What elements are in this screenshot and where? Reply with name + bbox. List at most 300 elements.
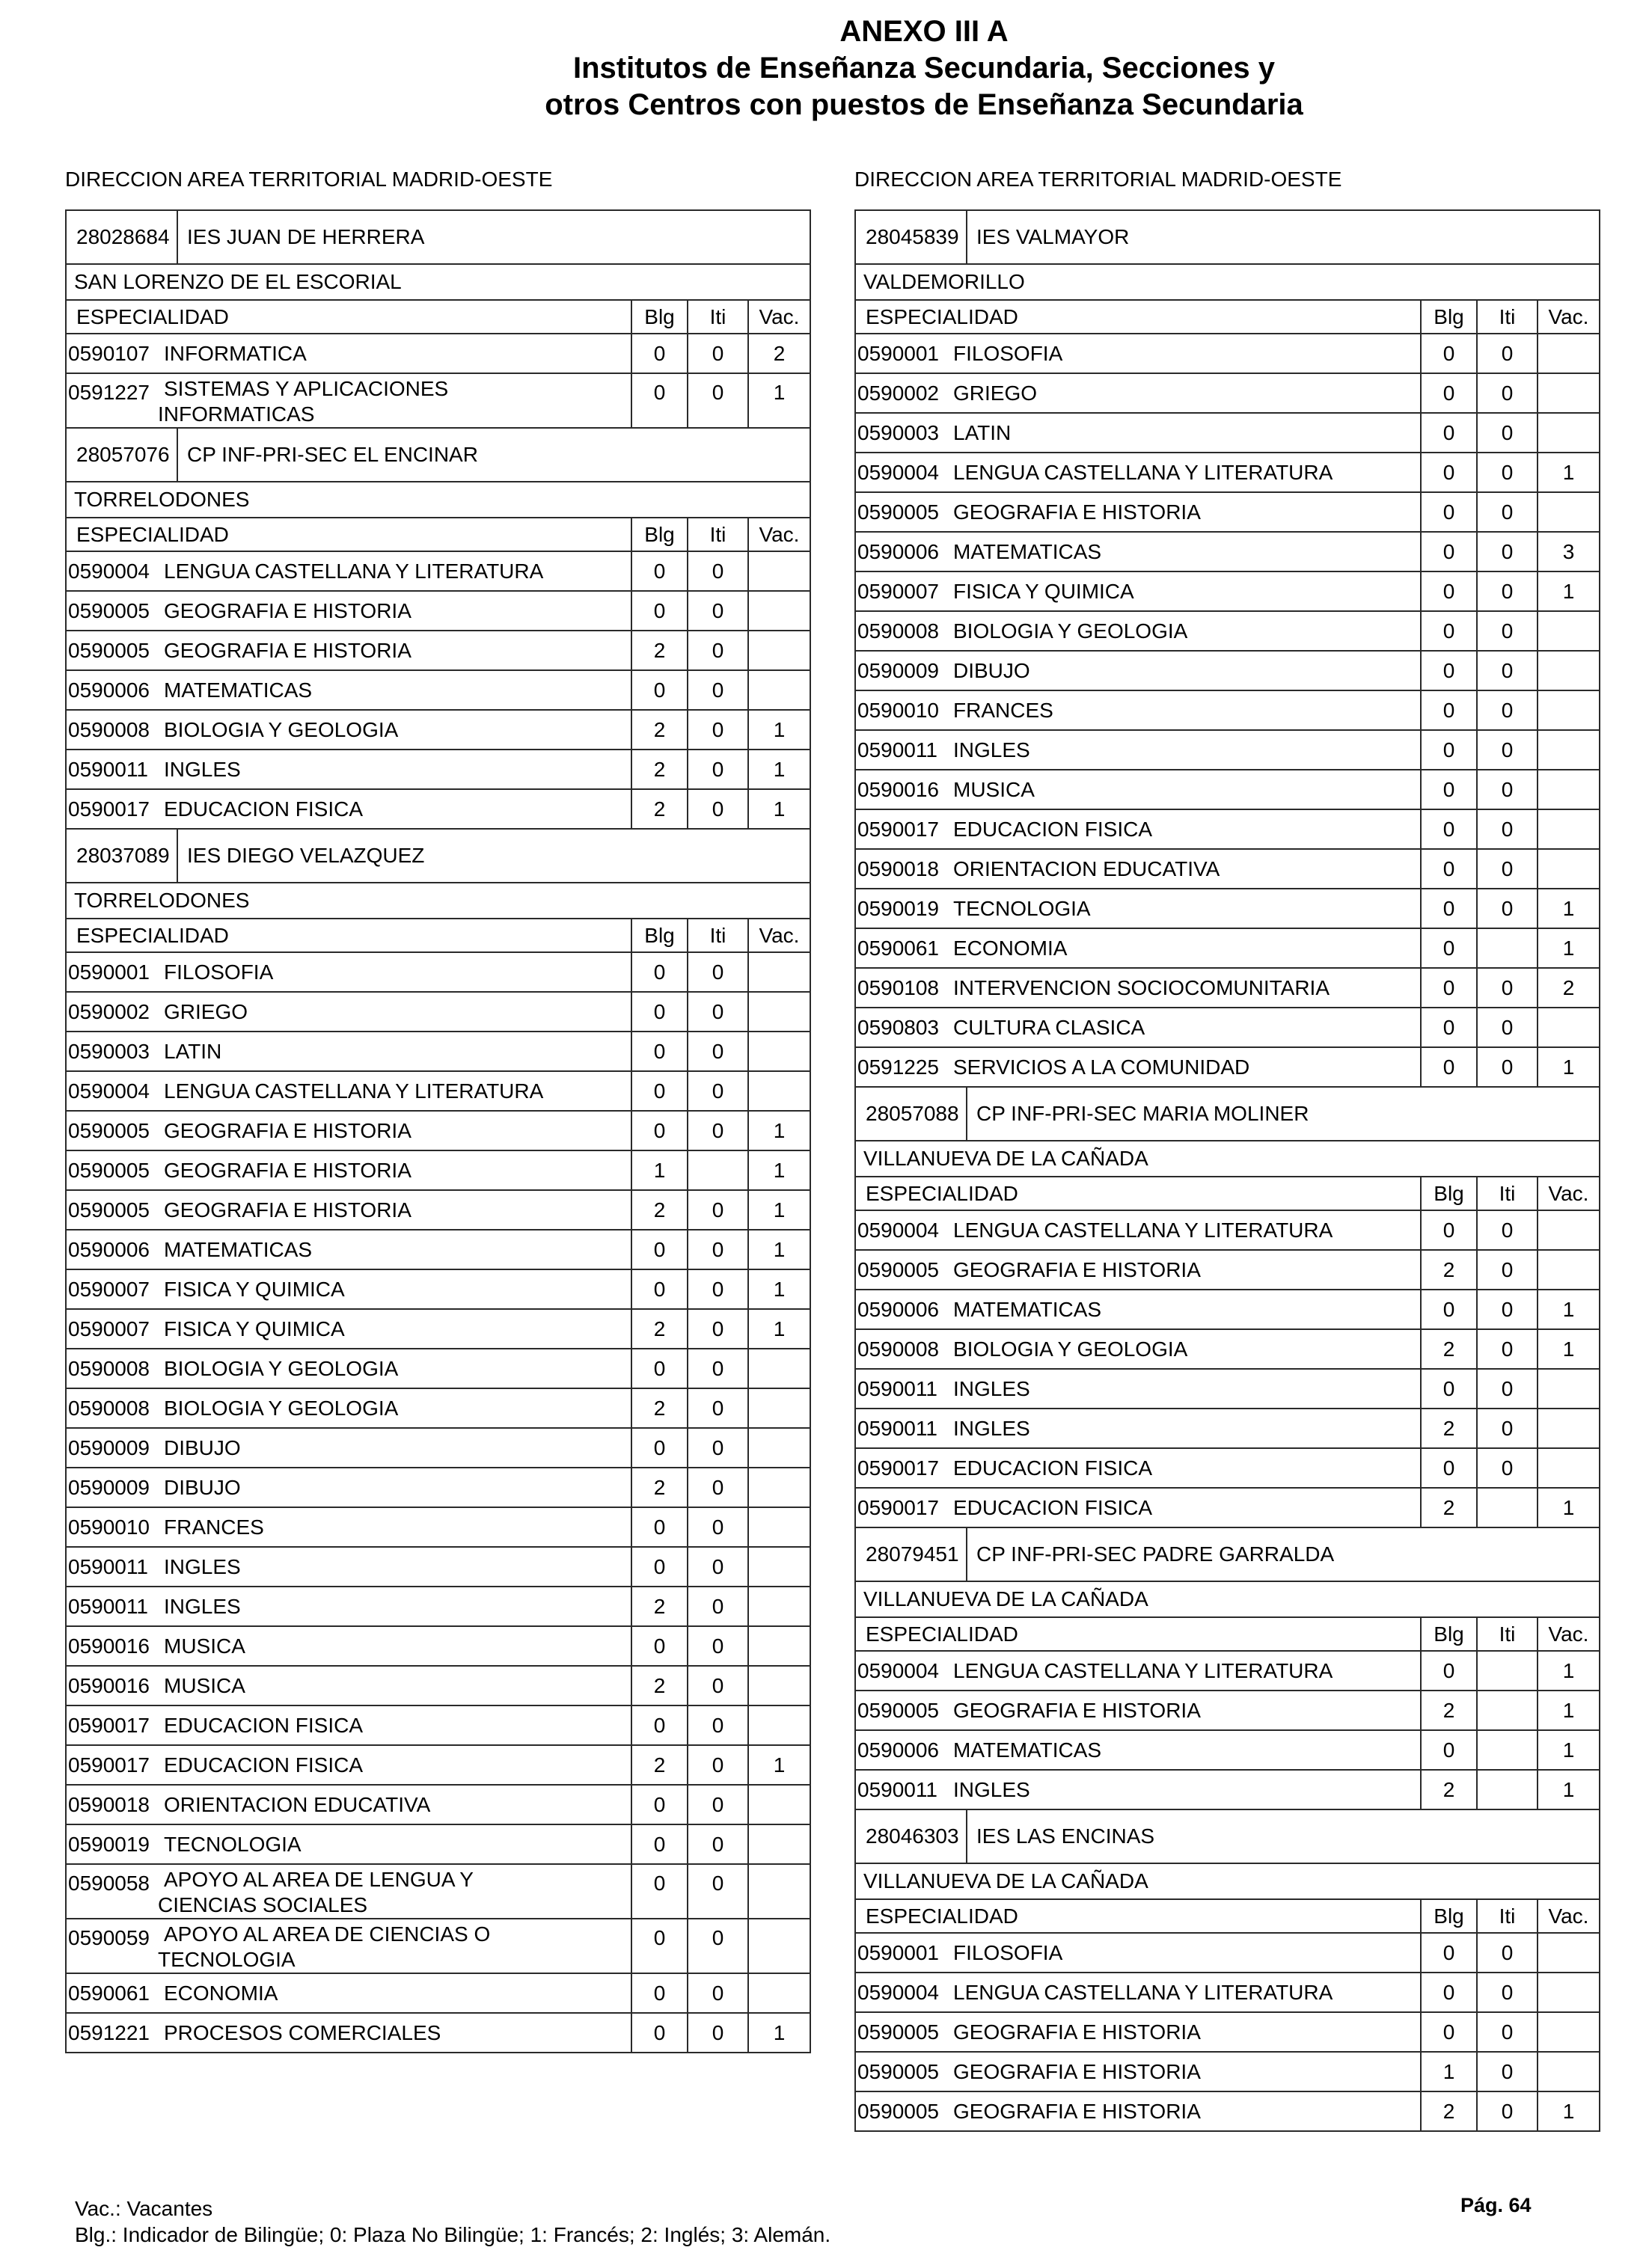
specialty-name <box>947 731 1420 769</box>
specialty-code: 0590017 <box>68 1714 150 1737</box>
blg-value: 0 <box>631 592 687 630</box>
specialty-name <box>158 1587 631 1625</box>
specialty-row <box>856 334 1599 374</box>
specialty-name-line: ECONOMIA <box>953 937 1068 960</box>
center-name: IES DIEGO VELAZQUEZ <box>187 844 425 867</box>
area-header-left: DIRECCION AREA TERRITORIAL MADRID-OESTE <box>65 168 553 191</box>
specialty-name-line: TECNOLOGIA <box>158 1948 296 1971</box>
specialty-name <box>158 374 631 427</box>
specialty-row <box>67 592 810 631</box>
vac-value: 1 <box>1537 929 1599 967</box>
specialty-code: 0590017 <box>68 1753 150 1777</box>
specialty-name-line: INTERVENCION SOCIOCOMUNITARIA <box>953 976 1330 999</box>
specialty-code: 0590019 <box>857 897 940 920</box>
specialty-name <box>158 1627 631 1665</box>
specialty-row <box>856 770 1599 810</box>
specialty-row <box>67 1706 810 1746</box>
vac-value <box>1537 1008 1599 1046</box>
specialty-code: 0590011 <box>857 738 937 761</box>
specialty-code: 0590011 <box>857 1417 937 1440</box>
center-code: 28057076 <box>67 429 178 481</box>
iti-value <box>1476 929 1537 967</box>
specialty-row <box>856 1731 1599 1771</box>
specialty-row <box>856 1973 1599 2013</box>
specialty-code: 0590011 <box>68 1595 148 1618</box>
specialty-name <box>947 1370 1420 1408</box>
specialty-name-line: APOYO AL AREA DE CIENCIAS O <box>164 1922 491 1946</box>
specialty-name <box>158 750 631 788</box>
iti-value: 0 <box>687 1429 747 1467</box>
specialty-name-line: FRANCES <box>953 699 1053 722</box>
blg-value: 2 <box>1420 1330 1476 1368</box>
specialty-row <box>67 1151 810 1191</box>
iti-value: 0 <box>687 592 747 630</box>
specialty-name-line: BIOLOGIA Y GEOLOGIA <box>164 1357 399 1380</box>
specialty-name <box>158 1151 631 1189</box>
vac-value <box>1537 414 1599 452</box>
specialty-row <box>856 1409 1599 1449</box>
column-header-blg: Blg <box>631 301 687 333</box>
specialty-row <box>67 1919 810 1974</box>
vac-value: 1 <box>1537 1691 1599 1729</box>
blg-value: 2 <box>631 1746 687 1784</box>
specialty-name <box>158 1270 631 1308</box>
iti-value: 0 <box>687 1468 747 1507</box>
specialty-name-line: LENGUA CASTELLANA Y LITERATURA <box>953 461 1333 484</box>
blg-value: 0 <box>631 1548 687 1586</box>
specialty-name <box>947 2013 1420 2051</box>
vac-value <box>747 1349 810 1388</box>
specialty-name <box>158 1786 631 1824</box>
iti-value: 0 <box>687 1548 747 1586</box>
blg-value: 0 <box>1420 493 1476 531</box>
specialty-name-line: LENGUA CASTELLANA Y LITERATURA <box>164 1079 544 1103</box>
specialty-name-line: MATEMATICAS <box>953 540 1102 563</box>
vac-value: 1 <box>747 1270 810 1308</box>
specialty-name <box>947 889 1420 928</box>
specialty-name-line: GEOGRAFIA E HISTORIA <box>953 2100 1201 2123</box>
blg-value: 0 <box>631 1825 687 1863</box>
specialty-name-line: TECNOLOGIA <box>953 897 1091 920</box>
specialty-code: 0590016 <box>68 1634 150 1658</box>
specialty-name-line: LENGUA CASTELLANA Y LITERATURA <box>953 1981 1333 2004</box>
center-name: IES LAS ENCINAS <box>976 1824 1155 1848</box>
blg-value: 2 <box>631 631 687 669</box>
column-header-blg: Blg <box>631 919 687 951</box>
specialty-row <box>67 1508 810 1548</box>
specialty-row <box>856 1008 1599 1048</box>
specialty-name <box>158 1112 631 1150</box>
column-header-row <box>856 301 1599 334</box>
specialty-code: 0590005 <box>68 1198 150 1222</box>
specialty-name-line: LATIN <box>953 421 1012 444</box>
specialty-name-line: LENGUA CASTELLANA Y LITERATURA <box>164 560 544 583</box>
iti-value: 0 <box>687 1825 747 1863</box>
vac-value <box>747 1667 810 1705</box>
iti-value: 0 <box>1476 1008 1537 1046</box>
iti-value: 0 <box>1476 889 1537 928</box>
specialty-code: 0590005 <box>857 1699 940 1722</box>
specialty-row <box>67 1191 810 1230</box>
area-header-right: DIRECCION AREA TERRITORIAL MADRID-OESTE <box>854 168 1342 191</box>
specialty-name-line: LATIN <box>164 1040 222 1063</box>
column-header-blg: Blg <box>1420 1177 1476 1210</box>
iti-value: 0 <box>687 1389 747 1427</box>
center-name: IES JUAN DE HERRERA <box>187 225 425 248</box>
specialty-row <box>67 1746 810 1786</box>
blg-value: 0 <box>631 552 687 590</box>
specialty-code: 0590008 <box>857 1337 940 1361</box>
specialty-name <box>947 691 1420 729</box>
specialty-name-line: EDUCACION FISICA <box>164 797 364 821</box>
vac-value: 1 <box>1537 1652 1599 1690</box>
specialty-name <box>158 1429 631 1467</box>
vac-value <box>747 1072 810 1110</box>
vac-value <box>1537 612 1599 650</box>
iti-value: 0 <box>687 1112 747 1150</box>
footer-legend <box>75 2195 830 2248</box>
blg-value: 0 <box>1420 414 1476 452</box>
vac-value <box>747 1706 810 1744</box>
specialty-code: 0590001 <box>857 1941 940 1964</box>
specialty-code: 0590006 <box>857 1738 940 1762</box>
specialty-name-line: FILOSOFIA <box>953 342 1063 365</box>
centers-table-right <box>854 209 1600 2132</box>
iti-value <box>1476 1731 1537 1769</box>
specialty-name-line: BIOLOGIA Y GEOLOGIA <box>164 718 399 741</box>
vac-value <box>1537 810 1599 848</box>
center-row <box>856 211 1599 265</box>
specialty-row <box>67 631 810 671</box>
iti-value: 0 <box>687 993 747 1031</box>
specialty-row <box>856 1211 1599 1251</box>
center-name: CP INF-PRI-SEC EL ENCINAR <box>187 443 478 466</box>
vac-value <box>747 1865 810 1918</box>
specialty-name-line: INGLES <box>164 758 241 781</box>
blg-value: 0 <box>1420 533 1476 571</box>
blg-value: 0 <box>1420 1731 1476 1769</box>
iti-value: 0 <box>1476 1330 1537 1368</box>
specialty-code: 0590006 <box>68 678 150 702</box>
specialty-code: 0590009 <box>68 1436 150 1459</box>
blg-value: 0 <box>631 1270 687 1308</box>
iti-value: 0 <box>1476 770 1537 809</box>
specialty-name-line: INGLES <box>164 1555 241 1578</box>
specialty-name <box>158 1230 631 1269</box>
specialty-code: 0590061 <box>857 937 940 960</box>
column-header-blg: Blg <box>1420 301 1476 333</box>
specialty-code: 0590016 <box>68 1674 150 1697</box>
specialty-row <box>67 1667 810 1706</box>
specialty-name-line: FILOSOFIA <box>164 960 274 984</box>
blg-value: 0 <box>631 1865 687 1918</box>
specialty-row <box>67 2014 810 2053</box>
specialty-name <box>158 1389 631 1427</box>
iti-value: 0 <box>1476 334 1537 373</box>
specialty-code: 0590002 <box>68 1000 150 1023</box>
iti-value: 0 <box>1476 1290 1537 1328</box>
specialty-name <box>947 1973 1420 2011</box>
blg-value: 2 <box>631 1310 687 1348</box>
specialty-code: 0590008 <box>857 619 940 643</box>
specialty-name <box>158 1468 631 1507</box>
title-line-1: Institutos de Enseñanza Secundaria, Secciones y <box>572 52 1276 85</box>
specialty-code: 0590005 <box>857 2020 940 2044</box>
iti-value: 0 <box>1476 1251 1537 1289</box>
column-header-iti: Iti <box>1476 1177 1537 1210</box>
vac-value <box>747 631 810 669</box>
blg-value: 0 <box>1420 1934 1476 1972</box>
iti-value: 0 <box>687 1270 747 1308</box>
specialty-name <box>158 1974 631 2012</box>
specialty-name-line: LENGUA CASTELLANA Y LITERATURA <box>953 1219 1333 1242</box>
column-header-iti: Iti <box>687 301 747 333</box>
specialty-row <box>856 731 1599 770</box>
specialty-name <box>158 1667 631 1705</box>
specialty-name <box>947 2053 1420 2091</box>
column-header-vac: Vac. <box>1537 1900 1599 1932</box>
vac-value <box>1537 850 1599 888</box>
center-code: 28079451 <box>856 1528 967 1581</box>
specialty-name-line: SISTEMAS Y APLICACIONES <box>164 377 449 400</box>
specialty-row <box>856 453 1599 493</box>
specialty-name <box>947 2092 1420 2130</box>
iti-value: 0 <box>687 711 747 749</box>
specialty-name-line: LENGUA CASTELLANA Y LITERATURA <box>953 1659 1333 1682</box>
iti-value: 0 <box>1476 1934 1537 1972</box>
blg-value: 0 <box>1420 889 1476 928</box>
blg-value: 2 <box>1420 1771 1476 1809</box>
specialty-row <box>856 2092 1599 2132</box>
vac-value <box>747 1587 810 1625</box>
vac-value: 1 <box>1537 1489 1599 1527</box>
specialty-code: 0590005 <box>68 1119 150 1142</box>
specialty-name <box>947 493 1420 531</box>
vac-value: 1 <box>747 2014 810 2052</box>
iti-value: 0 <box>1476 2013 1537 2051</box>
iti-value: 0 <box>687 2014 747 2052</box>
specialty-name-line: EDUCACION FISICA <box>164 1714 364 1737</box>
specialty-name-line: FISICA Y QUIMICA <box>164 1317 345 1340</box>
blg-value: 0 <box>1420 2013 1476 2051</box>
vac-value: 3 <box>1537 533 1599 571</box>
specialty-code: 0590006 <box>68 1238 150 1261</box>
vac-value: 1 <box>747 1112 810 1150</box>
blg-value: 2 <box>1420 1691 1476 1729</box>
specialty-row <box>856 691 1599 731</box>
specialty-name-line: TECNOLOGIA <box>164 1833 302 1856</box>
blg-value: 0 <box>1420 691 1476 729</box>
specialty-code: 0590004 <box>68 560 150 583</box>
specialty-row <box>67 1112 810 1151</box>
specialty-code: 0590019 <box>68 1833 150 1856</box>
blg-value: 0 <box>631 1349 687 1388</box>
specialty-name <box>158 1919 631 1973</box>
specialty-name-line: GEOGRAFIA E HISTORIA <box>953 1258 1201 1281</box>
iti-value <box>1476 1691 1537 1729</box>
vac-value <box>747 1974 810 2012</box>
blg-value: 0 <box>1420 652 1476 690</box>
vac-value: 1 <box>1537 1731 1599 1769</box>
specialty-row <box>67 1548 810 1587</box>
specialty-code: 0590004 <box>857 1219 940 1242</box>
vac-value: 1 <box>1537 453 1599 491</box>
specialty-name <box>947 969 1420 1007</box>
specialty-code: 0590017 <box>857 1456 940 1480</box>
vac-value: 1 <box>747 1151 810 1189</box>
iti-value: 0 <box>1476 572 1537 610</box>
iti-value: 0 <box>1476 1211 1537 1249</box>
specialty-name-line: DIBUJO <box>953 659 1030 682</box>
iti-value: 0 <box>687 1974 747 2012</box>
iti-value: 0 <box>687 953 747 991</box>
center-code: 28057088 <box>856 1088 967 1140</box>
specialty-name <box>158 631 631 669</box>
blg-value: 2 <box>631 1191 687 1229</box>
locality-row: VILLANUEVA DE LA CAÑADA <box>856 1141 1599 1177</box>
column-header-iti: Iti <box>687 919 747 951</box>
specialty-name-line: PROCESOS COMERCIALES <box>164 2021 441 2044</box>
blg-value: 0 <box>631 993 687 1031</box>
blg-value: 0 <box>631 671 687 709</box>
vac-value <box>1537 1449 1599 1487</box>
specialty-name <box>947 929 1420 967</box>
specialty-name <box>158 1032 631 1070</box>
vac-value <box>1537 2013 1599 2051</box>
blg-value: 0 <box>631 1919 687 1973</box>
vac-value: 1 <box>747 1746 810 1784</box>
specialty-row <box>856 533 1599 572</box>
specialty-name <box>947 850 1420 888</box>
specialty-row <box>67 790 810 830</box>
specialty-name-line: INFORMATICAS <box>158 402 315 426</box>
iti-value: 0 <box>687 1032 747 1070</box>
specialty-row <box>67 552 810 592</box>
specialty-code: 0590004 <box>857 461 940 484</box>
column-header-blg: Blg <box>1420 1618 1476 1650</box>
specialty-code: 0590011 <box>857 1377 937 1400</box>
specialty-name <box>947 1008 1420 1046</box>
iti-value: 0 <box>1476 493 1537 531</box>
specialty-row <box>856 969 1599 1008</box>
specialty-row <box>856 493 1599 533</box>
column-header-row <box>856 1618 1599 1652</box>
specialty-code: 0590004 <box>857 1659 940 1682</box>
specialty-code: 0590006 <box>857 1298 940 1321</box>
vac-value: 1 <box>747 1191 810 1229</box>
specialty-name <box>158 1310 631 1348</box>
specialty-name-line: BIOLOGIA Y GEOLOGIA <box>953 619 1188 643</box>
specialty-name-line: FISICA Y QUIMICA <box>164 1278 345 1301</box>
specialty-code: 0590005 <box>857 500 940 524</box>
specialty-name <box>947 1691 1420 1729</box>
specialty-code: 0590061 <box>68 1982 150 2005</box>
annex-label: ANEXO III A <box>839 15 1009 48</box>
specialty-name-line: EDUCACION FISICA <box>953 1496 1153 1519</box>
column-header-iti: Iti <box>1476 1900 1537 1932</box>
specialty-code: 0590005 <box>68 599 150 622</box>
column-header-vac: Vac. <box>1537 1618 1599 1650</box>
specialty-code: 0590005 <box>857 1258 940 1281</box>
vac-value <box>747 592 810 630</box>
iti-value: 0 <box>1476 969 1537 1007</box>
specialty-name <box>158 1746 631 1784</box>
specialty-name <box>158 1191 631 1229</box>
blg-value: 0 <box>1420 1211 1476 1249</box>
specialty-row <box>856 1290 1599 1330</box>
specialty-name-line: FISICA Y QUIMICA <box>953 580 1134 603</box>
specialty-name-line: GEOGRAFIA E HISTORIA <box>164 1119 412 1142</box>
blg-value: 1 <box>1420 2053 1476 2091</box>
specialty-code: 0590017 <box>857 818 940 841</box>
specialty-name-line: GRIEGO <box>953 381 1038 405</box>
specialty-name-line: GEOGRAFIA E HISTORIA <box>164 639 412 662</box>
vac-value <box>747 1548 810 1586</box>
document-title <box>475 13 1373 123</box>
specialty-name-line: MATEMATICAS <box>953 1298 1102 1321</box>
column-header-vac: Vac. <box>1537 1177 1599 1210</box>
blg-value: 0 <box>1420 1048 1476 1086</box>
specialty-code: 0590010 <box>68 1515 150 1539</box>
iti-value: 0 <box>687 1587 747 1625</box>
specialty-row <box>856 1251 1599 1290</box>
specialty-name-line: FILOSOFIA <box>953 1941 1063 1964</box>
vac-value <box>1537 1934 1599 1972</box>
center-row <box>67 830 810 883</box>
vac-value <box>747 1468 810 1507</box>
vac-value: 2 <box>1537 969 1599 1007</box>
iti-value: 0 <box>687 1310 747 1348</box>
specialty-name-line: GEOGRAFIA E HISTORIA <box>164 599 412 622</box>
specialty-name <box>158 993 631 1031</box>
iti-value: 0 <box>1476 2053 1537 2091</box>
specialty-name-line: INGLES <box>953 1377 1030 1400</box>
specialty-code: 0590011 <box>68 758 148 781</box>
vac-value <box>1537 731 1599 769</box>
specialty-code: 0590007 <box>68 1317 150 1340</box>
blg-value: 0 <box>1420 1008 1476 1046</box>
centers-table-left <box>65 209 811 2053</box>
specialty-name-line: MUSICA <box>164 1674 245 1697</box>
specialty-name-line: MATEMATICAS <box>164 678 313 702</box>
specialty-code: 0590009 <box>68 1476 150 1499</box>
specialty-name <box>158 671 631 709</box>
blg-value: 0 <box>631 374 687 427</box>
iti-value: 0 <box>1476 1409 1537 1447</box>
iti-value: 0 <box>687 374 747 427</box>
specialty-code: 0590011 <box>68 1555 148 1578</box>
locality-row: VALDEMORILLO <box>856 265 1599 301</box>
column-header-row <box>67 518 810 552</box>
blg-value: 2 <box>1420 2092 1476 2130</box>
vac-value <box>747 1389 810 1427</box>
specialty-row <box>856 572 1599 612</box>
iti-value: 0 <box>687 1667 747 1705</box>
specialty-row <box>856 1691 1599 1731</box>
specialty-row <box>856 2013 1599 2053</box>
vac-value <box>747 1627 810 1665</box>
iti-value: 0 <box>1476 850 1537 888</box>
specialty-name-line: EDUCACION FISICA <box>164 1753 364 1777</box>
specialty-name-line: EDUCACION FISICA <box>953 818 1153 841</box>
specialty-row <box>67 1786 810 1825</box>
blg-value: 2 <box>1420 1251 1476 1289</box>
iti-value: 0 <box>1476 374 1537 412</box>
vac-value <box>1537 652 1599 690</box>
specialty-row <box>67 750 810 790</box>
vac-value: 2 <box>747 334 810 373</box>
specialty-code: 0590010 <box>857 699 940 722</box>
